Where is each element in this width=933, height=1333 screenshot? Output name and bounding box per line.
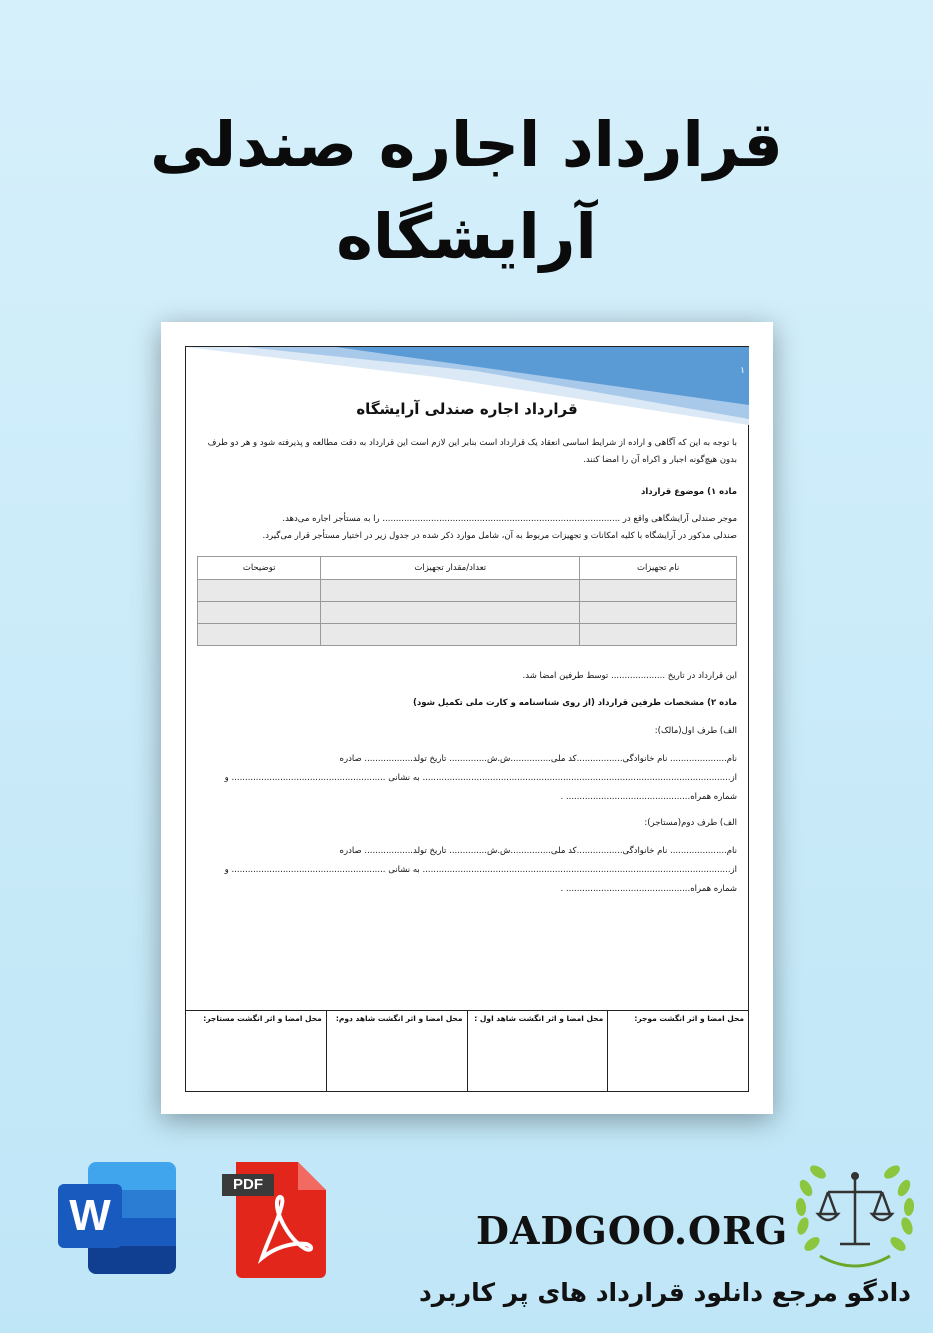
table-row <box>198 602 737 624</box>
party1-line-3: شماره همراه.............................................. . <box>560 792 737 802</box>
brand-name: DADGOO.ORG <box>476 1208 789 1253</box>
signed-date-line: این قرارداد در تاریخ .................... توسط طرفین امضا شد. <box>522 671 737 681</box>
article2-heading: ماده ۲) مشخصات طرفین قرارداد (از روی شناسنامه و کارت ملی تکمیل شود) <box>413 698 737 708</box>
signature-cell-lessor: محل امضا و اثر انگشت موجر: <box>608 1011 749 1092</box>
table-header: نام تجهیزات <box>580 557 737 580</box>
document-preview <box>161 322 773 1114</box>
page-number: ۱ <box>740 366 745 376</box>
table-header: توضیحات <box>198 557 321 580</box>
party2-line-3: شماره همراه.............................................. . <box>560 884 737 894</box>
page-title-line2: آرایشگاه <box>336 200 597 273</box>
scales-logo-icon <box>790 1152 920 1274</box>
intro-line-2: بدون هیچ‌گونه اجبار و اکراه آن را امضا کنند. <box>583 455 737 465</box>
equipment-table <box>197 556 737 646</box>
tagline: دادگو مرجع دانلود قرارداد های پر کاربرد <box>418 1278 911 1307</box>
pdf-label: PDF <box>222 1174 274 1196</box>
table-row <box>198 624 737 646</box>
party2-line-2: از.................................................................................................................. به نشانی ......................................................... و <box>224 865 737 875</box>
party1-line-1: نام..................... نام خانوادگی.................کد ملی...............ش.ش.............. تاریخ تولد.................. صادره <box>339 754 737 764</box>
table-header: تعداد/مقدار تجهیزات <box>321 557 580 580</box>
signature-cell-witness2: محل امضا و اثر انگشت شاهد دوم: <box>326 1011 467 1092</box>
pdf-icon[interactable] <box>222 1160 328 1278</box>
signature-table <box>185 1010 749 1092</box>
party2-heading: الف) طرف دوم(مستاجر): <box>644 818 737 828</box>
signature-cell-witness1: محل امضا و اثر انگشت شاهد اول : <box>467 1011 608 1092</box>
party1-line-2: از.................................................................................................................. به نشانی ......................................................... و <box>224 773 737 783</box>
article1-line-2: صندلی مذکور در آرایشگاه با کلیه امکانات و تجهیزات مربوط به آن، شامل موارد ذکر شده در جدول زیر در اختیار مستأجر قرار می‌گیرد. <box>262 531 737 541</box>
party2-line-1: نام..................... نام خانوادگی.................کد ملی...............ش.ش.............. تاریخ تولد.................. صادره <box>339 846 737 856</box>
table-row <box>198 580 737 602</box>
word-icon-letter: W <box>58 1184 122 1248</box>
intro-line-1: با توجه به این که آگاهی و اراده از شرایط اساسی انعقاد یک قرارداد است بنابر این لازم است این قرارداد به دقت مطالعه و پذیرفته شود و هر دو طرف <box>207 438 737 448</box>
document-title: قرارداد اجاره صندلی آرایشگاه <box>356 400 578 418</box>
article1-heading: ماده ۱) موضوع قرارداد <box>640 487 737 497</box>
party1-heading: الف) طرف اول(مالک): <box>654 726 737 736</box>
word-icon[interactable] <box>58 1162 178 1274</box>
page-title-line1: قرارداد اجاره صندلی <box>150 108 783 181</box>
signature-cell-tenant: محل امضا و اثر انگشت مستاجر: <box>186 1011 327 1092</box>
article1-line-1: موجر صندلی آرایشگاهی واقع در ........................................................................................ را به مستأجر اجاره می‌دهد. <box>282 514 737 524</box>
